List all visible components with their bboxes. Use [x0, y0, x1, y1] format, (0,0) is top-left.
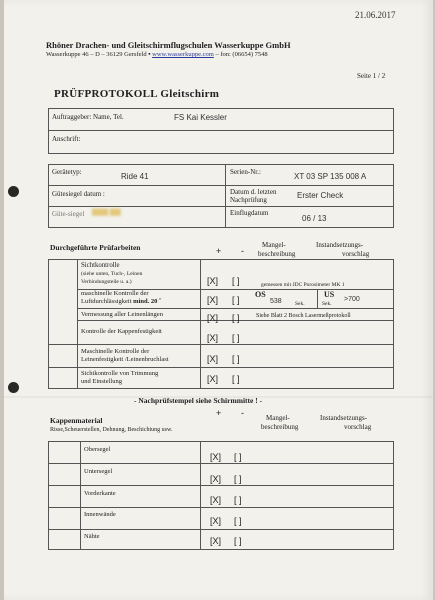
- divider: [48, 463, 394, 464]
- first-flight-value: 06 / 13: [302, 214, 327, 223]
- redacted-value: ▇▇▇ ▇▇: [92, 208, 121, 216]
- os-value: 538: [270, 298, 282, 305]
- pass-checkbox[interactable]: [X]: [207, 276, 219, 286]
- divider: [48, 485, 394, 486]
- company-name: Rhöner Drachen- und Gleitschirmflugschulen Wasserkuppe GmbH: [46, 40, 291, 50]
- check-row-title: maschinelle Kontrolle der: [81, 290, 149, 297]
- last-check-label-1: Datum d. letzten: [230, 188, 277, 196]
- os-label: OS: [255, 290, 266, 299]
- checks-heading: Durchgeführte Prüfarbeiten: [50, 243, 141, 252]
- os-unit: Sek.: [295, 301, 305, 307]
- canopy-row-label: Innenwände: [84, 511, 116, 518]
- last-check-label-2: Nachprüfung: [230, 196, 267, 204]
- divider: [80, 441, 81, 550]
- divider: [48, 529, 394, 530]
- mangel-header-1: Mangel-: [262, 241, 286, 249]
- pass-checkbox[interactable]: [X]: [207, 333, 219, 343]
- divider: [77, 308, 394, 309]
- check-row-title: Kontrolle der Kappenfestigkeit: [81, 328, 162, 335]
- pass-checkbox[interactable]: [X]: [207, 374, 219, 384]
- page-number: Seite 1 / 2: [357, 72, 386, 80]
- website-link[interactable]: www.wasserkuppe.com: [152, 51, 214, 58]
- repair-header-1: Instandsetzungs-: [316, 241, 364, 249]
- minus-column-header: -: [241, 246, 244, 256]
- pass-checkbox[interactable]: [X]: [210, 536, 222, 546]
- measurement-note: gemessen mit JDC Porosimeter MK 1: [261, 282, 345, 288]
- canopy-row-label: Vorderkante: [84, 490, 116, 497]
- check-row-subtitle: Verbindungsteile u. a.): [81, 279, 132, 285]
- seal-label-2: Güte-siegel: [52, 210, 85, 218]
- pass-checkbox[interactable]: [X]: [210, 474, 222, 484]
- divider: [48, 185, 394, 186]
- first-flight-label: Einflugdatum: [230, 209, 269, 217]
- divider: [48, 367, 394, 368]
- canopy-row-label: Untersegel: [84, 468, 113, 475]
- check-row-title: [81, 298, 161, 306]
- document-sheet: [4, 0, 433, 600]
- divider: [48, 344, 394, 345]
- min-value: mind. 20 ˝: [133, 298, 162, 305]
- canopy-row-label: Nähte: [84, 533, 100, 540]
- check-row-line: Luftdurchlässigkeit: [81, 298, 132, 305]
- divider: [317, 289, 318, 308]
- stamp-note: - Nachprüfstempel siehe Schirmmitte ! -: [134, 396, 263, 405]
- document-date: 21.06.2017: [355, 10, 396, 20]
- check-row-title: Leinenfestigkeit /Leinenbruchlast: [81, 356, 169, 363]
- mangel-header-2: beschreibung: [261, 423, 299, 431]
- pass-checkbox[interactable]: [X]: [207, 313, 219, 323]
- punch-hole: [8, 186, 19, 197]
- pass-checkbox[interactable]: [X]: [207, 354, 219, 364]
- device-type-value: Ride 41: [121, 172, 149, 181]
- last-check-value: Erster Check: [297, 191, 344, 200]
- us-value: >700: [344, 296, 360, 303]
- check-row-title: Maschinelle Kontrolle der: [81, 348, 150, 355]
- pass-checkbox[interactable]: [X]: [210, 452, 222, 462]
- divider: [48, 507, 394, 508]
- mangel-header-2: beschreibung: [258, 250, 296, 258]
- address-phone: – fon: (06654) 7548: [215, 51, 268, 58]
- check-row-title: Sichtkontrolle von Trimmung: [81, 370, 159, 377]
- fail-checkbox[interactable]: [ ]: [232, 276, 240, 286]
- serial-number-label: Serien-Nr.:: [230, 168, 261, 176]
- paper-fold: [4, 396, 433, 398]
- fail-checkbox[interactable]: [ ]: [234, 474, 242, 484]
- check-row-title: Vermessung aller Leinenlängen: [81, 311, 163, 318]
- plus-column-header: +: [216, 246, 222, 256]
- client-address-label: Anschrift:: [52, 135, 81, 143]
- divider: [77, 259, 78, 389]
- fail-checkbox[interactable]: [ ]: [232, 295, 240, 305]
- device-type-label: Gerätetyp:: [52, 168, 82, 176]
- pass-checkbox[interactable]: [X]: [207, 295, 219, 305]
- measurement-note: Siehe Blatt 2 Bosch Lasermeßprotokoll: [256, 313, 351, 319]
- canopy-row-label: Obersegel: [84, 446, 111, 453]
- divider: [200, 441, 201, 550]
- fail-checkbox[interactable]: [ ]: [234, 452, 242, 462]
- us-unit: Sek.: [322, 301, 332, 307]
- client-name-label: Auftraggeber: Name, Tel.: [52, 113, 124, 121]
- fail-checkbox[interactable]: [ ]: [232, 313, 240, 323]
- plus-column-header: +: [216, 408, 222, 418]
- fail-checkbox[interactable]: [ ]: [232, 374, 240, 384]
- check-row-title: Sichtkontrolle: [81, 262, 120, 269]
- divider: [48, 206, 394, 207]
- repair-header-2: vorschlag: [342, 250, 370, 258]
- minus-column-header: -: [241, 408, 244, 418]
- seal-date-label: Gütesiegel datum :: [52, 190, 105, 198]
- repair-header-1: Instandsetzungs-: [320, 414, 368, 422]
- divider: [200, 259, 201, 389]
- punch-hole: [8, 382, 19, 393]
- check-row-subtitle: (siehe unten, Tuch-, Leinen: [81, 271, 143, 277]
- fail-checkbox[interactable]: [ ]: [232, 354, 240, 364]
- divider: [225, 164, 226, 228]
- canopy-heading: Kappenmaterial: [50, 416, 103, 425]
- pass-checkbox[interactable]: [X]: [210, 495, 222, 505]
- page-title: PRÜFPROTOKOLL Gleitschirm: [54, 88, 220, 100]
- fail-checkbox[interactable]: [ ]: [234, 516, 242, 526]
- fail-checkbox[interactable]: [ ]: [234, 536, 242, 546]
- address-street: Wasserkuppe 46 – D – 36129 Gersfeld ▪: [46, 51, 151, 58]
- check-row-title: und Einstellung: [81, 378, 122, 385]
- pass-checkbox[interactable]: [X]: [210, 516, 222, 526]
- us-label: US: [324, 290, 335, 299]
- fail-checkbox[interactable]: [ ]: [232, 333, 240, 343]
- mangel-header-1: Mangel-: [266, 414, 290, 422]
- repair-header-2: vorschlag: [344, 423, 372, 431]
- serial-number-value: XT 03 SP 135 008 A: [294, 172, 367, 181]
- divider: [48, 130, 394, 131]
- fail-checkbox[interactable]: [ ]: [234, 495, 242, 505]
- company-address: [46, 51, 268, 58]
- canopy-subheading: Risse,Scheuerstellen, Dehnung, Beschichtung usw.: [50, 427, 173, 433]
- client-name-value: FS Kai Kessler: [174, 113, 227, 122]
